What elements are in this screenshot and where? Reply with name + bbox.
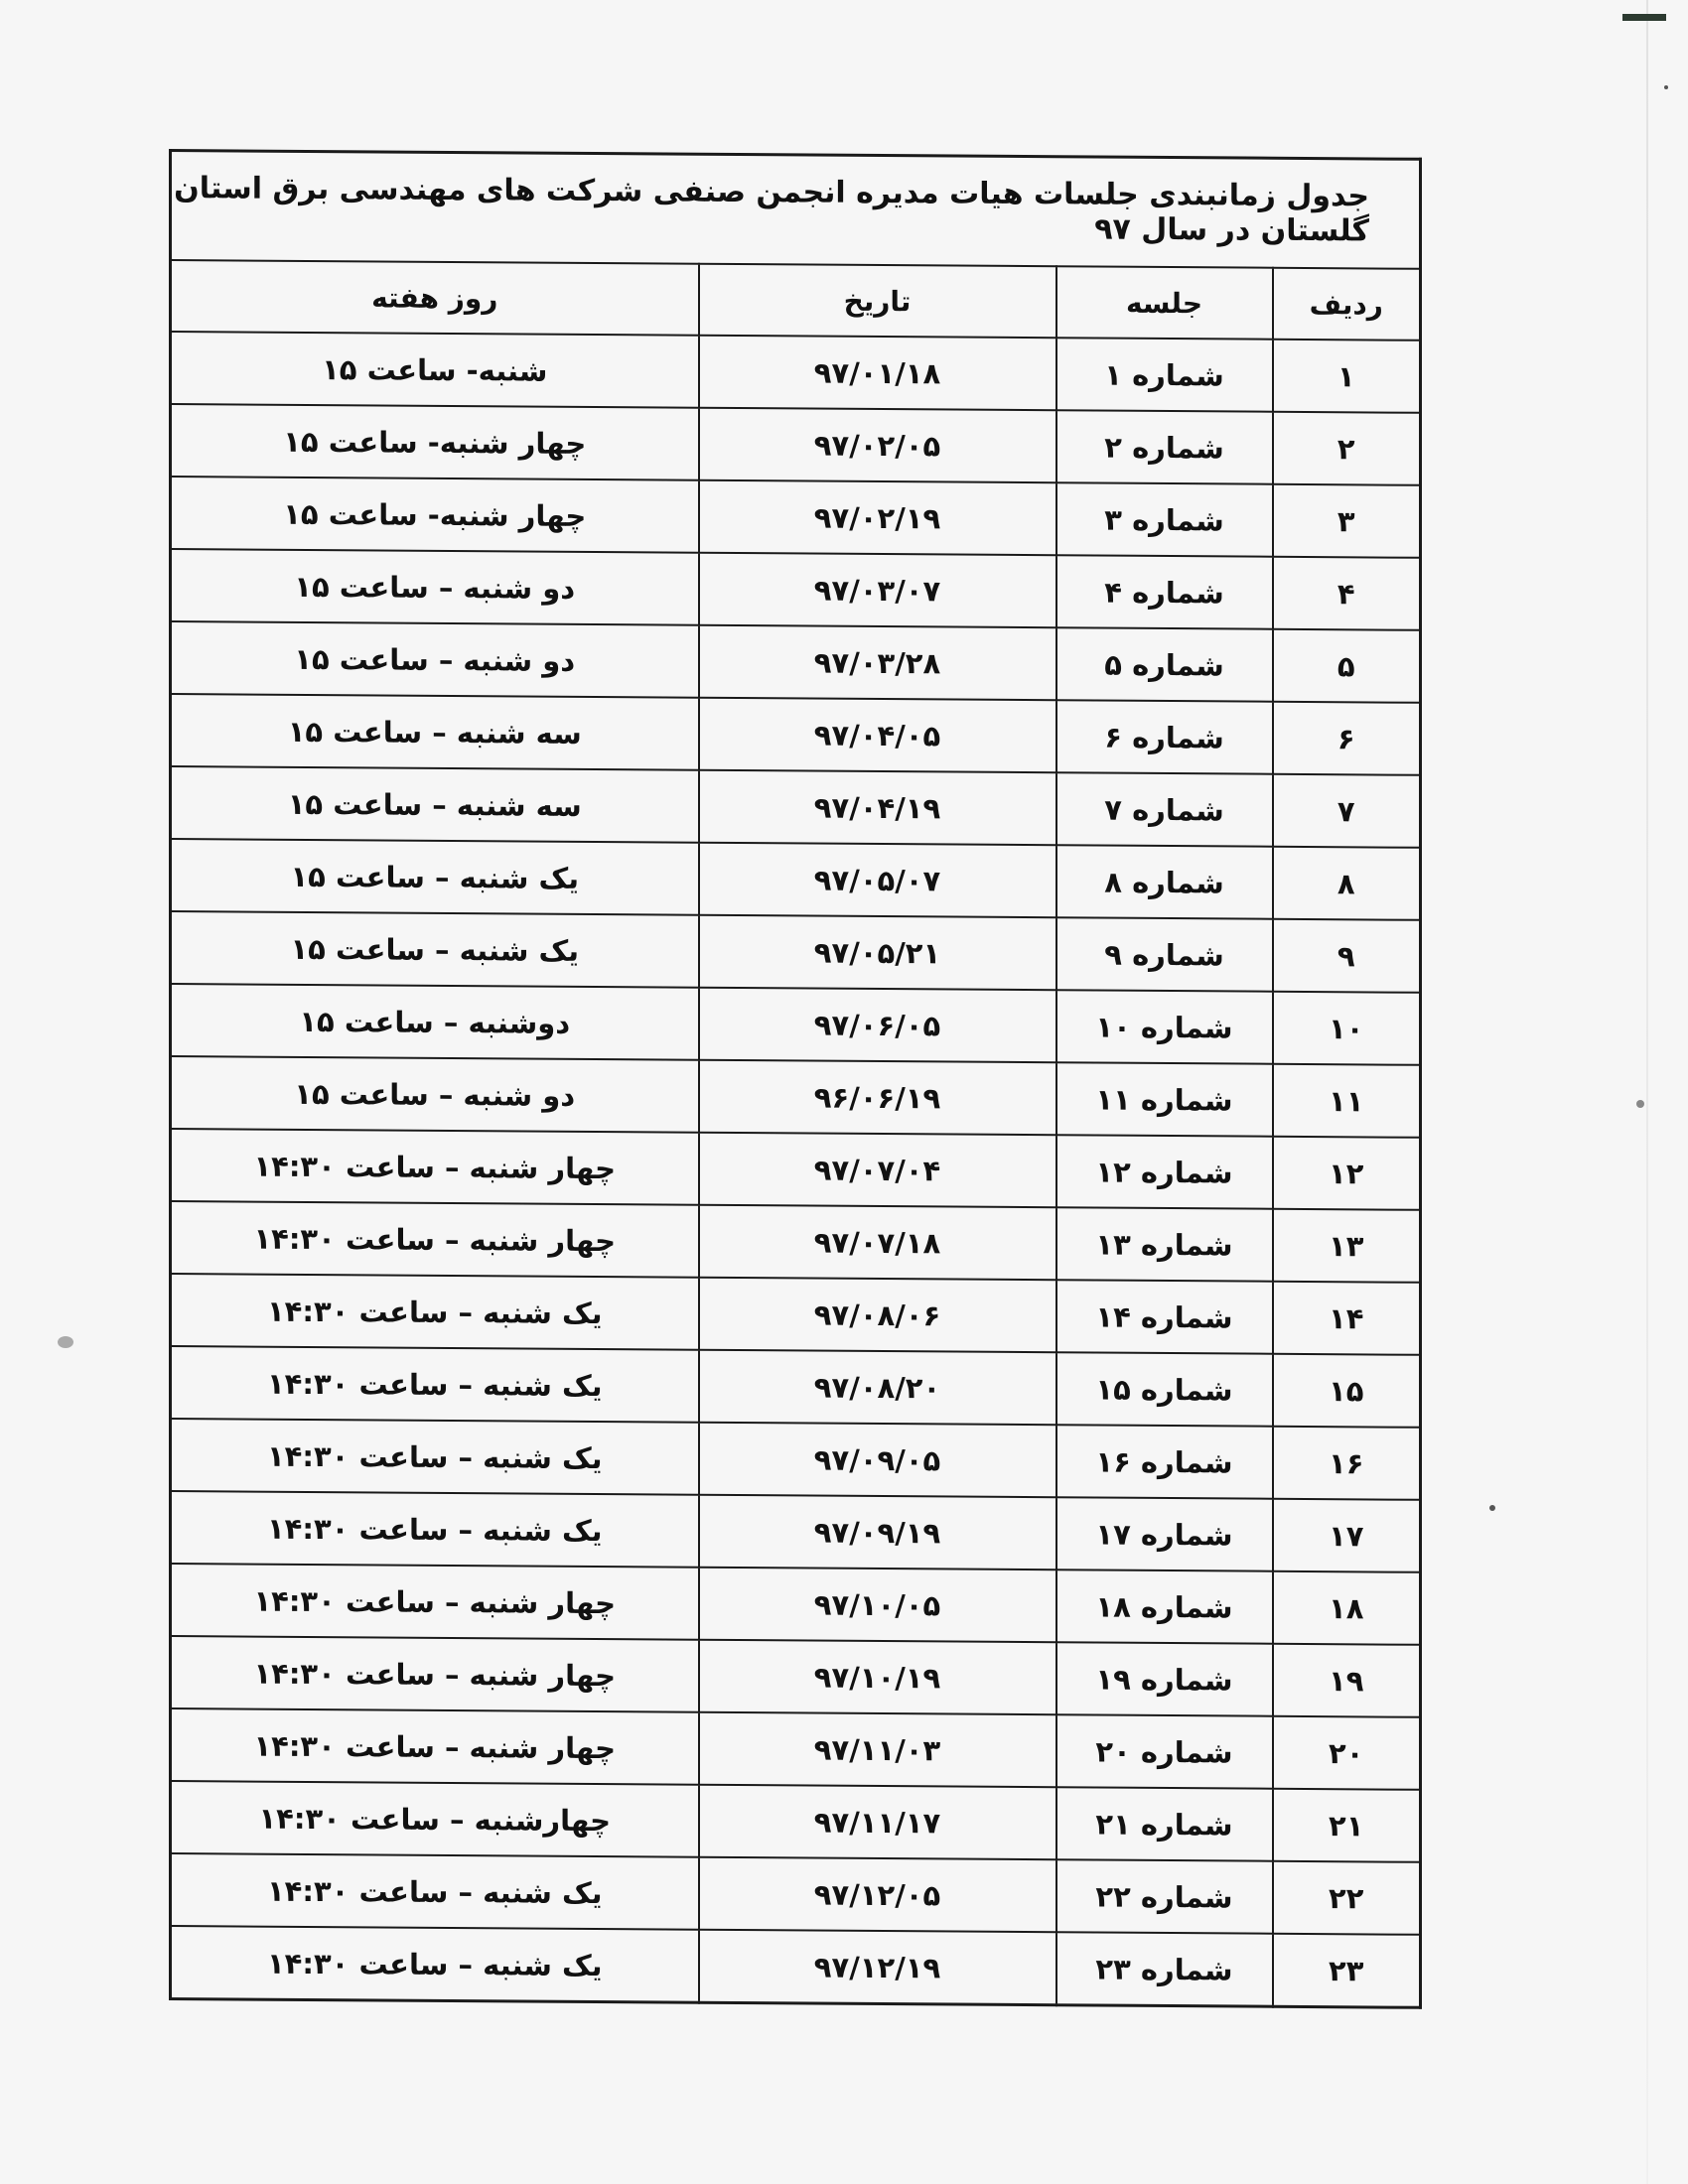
cell-weekday: چهار شنبه – ساعت ۱۴:۳۰ [171, 1564, 699, 1640]
cell-weekday: دوشنبه – ساعت ۱۵ [171, 984, 699, 1060]
cell-weekday: یک شنبه – ساعت ۱۴:۳۰ [171, 1926, 699, 2002]
cell-date: ۹۷/۰۴/۱۹ [699, 770, 1056, 846]
cell-date: ۹۶/۰۶/۱۹ [699, 1060, 1056, 1136]
table-row [171, 1708, 1421, 1790]
table-row [171, 549, 1421, 630]
table-row [171, 766, 1421, 848]
cell-row-no: ۳ [1273, 484, 1421, 558]
cell-row-no: ۴ [1273, 557, 1421, 630]
scan-speck [1664, 85, 1668, 89]
cell-session: شماره ۲ [1056, 410, 1273, 484]
column-header-session: جلسه [1056, 266, 1273, 340]
cell-weekday: یک شنبه – ساعت ۱۴:۳۰ [171, 1491, 699, 1568]
table-row [171, 839, 1421, 920]
cell-row-no: ۲۳ [1273, 1934, 1421, 2008]
cell-session: شماره ۴ [1056, 555, 1273, 629]
cell-row-no: ۱۵ [1273, 1354, 1421, 1428]
cell-row-no: ۱۲ [1273, 1137, 1421, 1210]
cell-row-no: ۱۱ [1273, 1064, 1421, 1138]
table-title: جدول زمانبندی جلسات هیات مدیره انجمن صنفی شرکت های مهندسی برق استان گلستان در سال ۹۷ [171, 151, 1421, 269]
cell-date: ۹۷/۱۱/۱۷ [699, 1785, 1056, 1860]
schedule-sheet [169, 149, 1422, 2009]
cell-row-no: ۶ [1273, 702, 1421, 775]
cell-weekday: چهار شنبه – ساعت ۱۴:۳۰ [171, 1201, 699, 1278]
cell-weekday: چهار شنبه – ساعت ۱۴:۳۰ [171, 1636, 699, 1712]
cell-session: شماره ۱۵ [1056, 1352, 1273, 1427]
table-row [171, 911, 1421, 993]
table-row [171, 1636, 1421, 1717]
cell-session: شماره ۸ [1056, 845, 1273, 919]
table-row [171, 1056, 1421, 1138]
cell-row-no: ۱۷ [1273, 1499, 1421, 1572]
table-row [171, 1419, 1421, 1500]
cell-row-no: ۱۳ [1273, 1209, 1421, 1283]
scan-edge [1646, 0, 1648, 2184]
table-row [171, 984, 1421, 1065]
cell-session: شماره ۹ [1056, 917, 1273, 992]
cell-session: شماره ۱۰ [1056, 990, 1273, 1064]
cell-session: شماره ۱۱ [1056, 1062, 1273, 1137]
cell-weekday: یک شنبه – ساعت ۱۴:۳۰ [171, 1853, 699, 1930]
cell-date: ۹۷/۱۰/۱۹ [699, 1640, 1056, 1715]
cell-session: شماره ۱۸ [1056, 1570, 1273, 1644]
cell-weekday: یک شنبه – ساعت ۱۴:۳۰ [171, 1419, 699, 1495]
cell-date: ۹۷/۱۰/۰۵ [699, 1568, 1056, 1643]
cell-weekday: دو شنبه – ساعت ۱۵ [171, 549, 699, 625]
cell-row-no: ۸ [1273, 847, 1421, 920]
cell-weekday: چهار شنبه – ساعت ۱۴:۳۰ [171, 1708, 699, 1785]
cell-weekday: شنبه- ساعت ۱۵ [171, 332, 699, 408]
cell-date: ۹۷/۰۳/۰۷ [699, 553, 1056, 628]
cell-session: شماره ۲۲ [1056, 1859, 1273, 1934]
table-row [171, 1781, 1421, 1862]
cell-weekday: چهارشنبه – ساعت ۱۴:۳۰ [171, 1781, 699, 1857]
cell-row-no: ۱۸ [1273, 1571, 1421, 1645]
cell-weekday: سه شنبه – ساعت ۱۵ [171, 766, 699, 843]
cell-session: شماره ۲۱ [1056, 1787, 1273, 1861]
cell-row-no: ۱۰ [1273, 992, 1421, 1065]
cell-date: ۹۷/۰۷/۰۴ [699, 1133, 1056, 1208]
table-body [171, 332, 1421, 2007]
cell-date: ۹۷/۰۳/۲۸ [699, 625, 1056, 701]
cell-weekday: چهار شنبه- ساعت ۱۵ [171, 477, 699, 553]
table-row [171, 621, 1421, 703]
cell-date: ۹۷/۰۴/۰۵ [699, 698, 1056, 773]
cell-row-no: ۲ [1273, 412, 1421, 485]
table-row [171, 1346, 1421, 1428]
cell-row-no: ۲۰ [1273, 1716, 1421, 1790]
cell-row-no: ۹ [1273, 919, 1421, 993]
cell-session: شماره ۱۷ [1056, 1497, 1273, 1571]
cell-date: ۹۷/۰۱/۱۸ [699, 336, 1056, 411]
cell-date: ۹۷/۱۱/۰۳ [699, 1712, 1056, 1788]
table-row [171, 1129, 1421, 1210]
cell-weekday: یک شنبه – ساعت ۱۵ [171, 839, 699, 915]
cell-session: شماره ۲۰ [1056, 1714, 1273, 1789]
table-row [171, 1274, 1421, 1355]
scan-speck [58, 1336, 73, 1348]
cell-session: شماره ۱ [1056, 338, 1273, 412]
cell-date: ۹۷/۰۲/۰۵ [699, 408, 1056, 483]
cell-weekday: چهار شنبه- ساعت ۱۵ [171, 404, 699, 480]
cell-session: شماره ۷ [1056, 772, 1273, 847]
column-header-weekday: روز هفته [171, 260, 699, 336]
cell-weekday: یک شنبه – ساعت ۱۴:۳۰ [171, 1274, 699, 1350]
cell-row-no: ۱۶ [1273, 1427, 1421, 1500]
cell-session: شماره ۵ [1056, 627, 1273, 702]
cell-session: شماره ۶ [1056, 700, 1273, 774]
scan-corner-mark [1622, 14, 1666, 21]
cell-session: شماره ۱۹ [1056, 1642, 1273, 1716]
cell-date: ۹۷/۱۲/۱۹ [699, 1930, 1056, 2005]
cell-weekday: دو شنبه – ساعت ۱۵ [171, 1056, 699, 1133]
cell-weekday: دو شنبه – ساعت ۱۵ [171, 621, 699, 698]
table-row [171, 1853, 1421, 1935]
scan-speck [1489, 1505, 1495, 1511]
cell-row-no: ۵ [1273, 629, 1421, 703]
cell-weekday: یک شنبه – ساعت ۱۵ [171, 911, 699, 988]
cell-date: ۹۷/۰۷/۱۸ [699, 1205, 1056, 1281]
cell-date: ۹۷/۱۲/۰۵ [699, 1857, 1056, 1933]
cell-row-no: ۱۴ [1273, 1282, 1421, 1355]
cell-weekday: چهار شنبه – ساعت ۱۴:۳۰ [171, 1129, 699, 1205]
cell-session: شماره ۱۳ [1056, 1207, 1273, 1282]
table-row [171, 404, 1421, 485]
scan-speck [1636, 1100, 1644, 1108]
cell-session: شماره ۱۶ [1056, 1425, 1273, 1499]
cell-session: شماره ۳ [1056, 482, 1273, 557]
table-row [171, 477, 1421, 558]
column-header-date: تاریخ [699, 264, 1056, 339]
cell-date: ۹۷/۰۵/۲۱ [699, 915, 1056, 991]
header-row [171, 260, 1421, 341]
cell-row-no: ۱ [1273, 340, 1421, 413]
meeting-schedule-table [169, 149, 1422, 2009]
cell-date: ۹۷/۰۹/۰۵ [699, 1423, 1056, 1498]
title-row [171, 151, 1421, 269]
cell-row-no: ۲۱ [1273, 1789, 1421, 1862]
cell-date: ۹۷/۰۸/۰۶ [699, 1278, 1056, 1353]
cell-date: ۹۷/۰۶/۰۵ [699, 988, 1056, 1063]
table-row [171, 1926, 1421, 2007]
cell-date: ۹۷/۰۹/۱۹ [699, 1495, 1056, 1570]
cell-weekday: سه شنبه – ساعت ۱۵ [171, 694, 699, 770]
table-row [171, 1201, 1421, 1283]
cell-session: شماره ۱۲ [1056, 1135, 1273, 1209]
cell-row-no: ۱۹ [1273, 1644, 1421, 1717]
cell-date: ۹۷/۰۵/۰۷ [699, 843, 1056, 918]
table-row [171, 1491, 1421, 1572]
table-row [171, 694, 1421, 775]
table-row [171, 332, 1421, 413]
cell-date: ۹۷/۰۲/۱۹ [699, 480, 1056, 556]
cell-session: شماره ۲۳ [1056, 1932, 1273, 2006]
cell-date: ۹۷/۰۸/۲۰ [699, 1350, 1056, 1426]
cell-weekday: یک شنبه – ساعت ۱۴:۳۰ [171, 1346, 699, 1423]
cell-row-no: ۷ [1273, 774, 1421, 848]
table-row [171, 1564, 1421, 1645]
cell-session: شماره ۱۴ [1056, 1280, 1273, 1354]
cell-row-no: ۲۲ [1273, 1861, 1421, 1935]
column-header-row-no: ردیف [1273, 268, 1421, 341]
